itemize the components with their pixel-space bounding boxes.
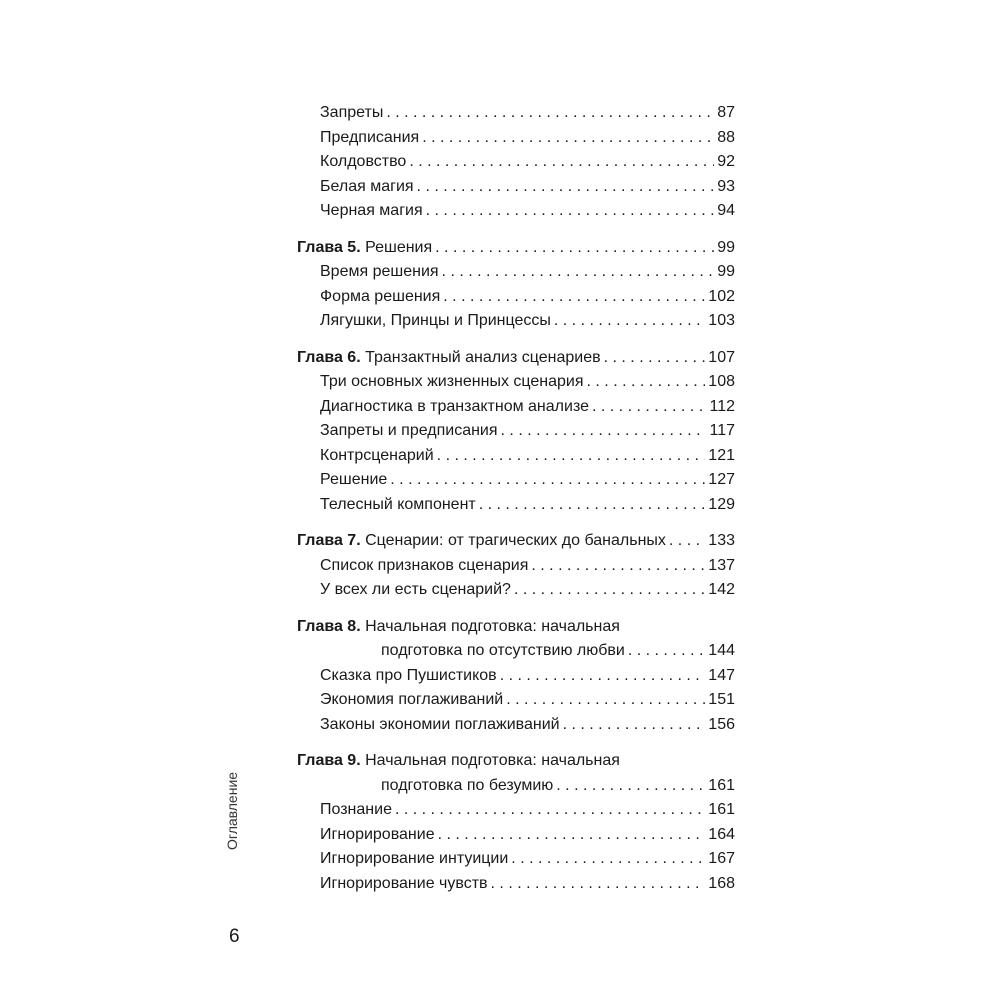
- toc-entry-page: 87: [717, 104, 735, 121]
- toc-entry-page: 129: [708, 495, 735, 513]
- chapter-title-line1: Начальная подготовка: начальная: [365, 752, 620, 769]
- toc-chapter: [297, 349, 735, 374]
- toc-entry: [297, 581, 735, 606]
- toc-entry: [297, 716, 735, 741]
- toc-entry: [297, 312, 735, 337]
- toc-chapter-title: [297, 532, 666, 550]
- toc-entry: [297, 667, 735, 692]
- toc-entry: [297, 153, 735, 178]
- table-of-contents: [297, 104, 735, 911]
- toc-entry-title: Форма решения: [320, 287, 441, 305]
- toc-chapter-line2: [297, 777, 735, 802]
- leader-dots: [438, 826, 706, 844]
- toc-entry-page: 94: [717, 202, 735, 219]
- toc-entry: [297, 826, 735, 851]
- toc-entry-title: Познание: [320, 801, 392, 818]
- leader-dots: [491, 875, 706, 893]
- toc-chapter-page: 99: [717, 238, 735, 256]
- toc-entry-title: Игнорирование интуиции: [320, 850, 509, 867]
- leader-dots: [604, 349, 706, 367]
- leader-dots: [409, 153, 714, 171]
- chapter-title: Решения: [365, 238, 433, 256]
- toc-entry: [297, 496, 735, 521]
- toc-entry-title: Колдовство: [320, 153, 407, 170]
- toc-group-ch5: [297, 239, 735, 337]
- toc-entry-page: 102: [708, 287, 735, 305]
- toc-entry-page: 167: [708, 850, 735, 867]
- toc-chapter-line2: [297, 642, 735, 667]
- toc-chapter-page: 161: [708, 776, 735, 794]
- toc-entry: [297, 129, 735, 154]
- toc-entry: [297, 263, 735, 288]
- toc-entry: [297, 875, 735, 900]
- toc-entry-title: Игнорирование чувств: [320, 874, 488, 892]
- toc-entry-page: 92: [717, 153, 735, 170]
- toc-entry-title: Запреты: [320, 104, 384, 121]
- toc-chapter-title: [297, 239, 432, 257]
- toc-entry: [297, 104, 735, 129]
- toc-entry-page: 103: [708, 312, 735, 329]
- leader-dots: [592, 398, 706, 416]
- chapter-label: Глава 6.: [297, 348, 361, 366]
- leader-dots: [511, 850, 705, 868]
- toc-entry: [297, 178, 735, 203]
- chapter-title-line2: подготовка по безумию: [381, 776, 554, 794]
- toc-entry-title: Время решения: [320, 263, 439, 280]
- toc-entry-page: 142: [708, 581, 735, 598]
- toc-entry: [297, 850, 735, 875]
- toc-chapter-line1: [297, 752, 735, 777]
- chapter-label: Глава 8.: [297, 617, 361, 635]
- toc-entry-page: 127: [708, 471, 735, 488]
- toc-chapter-page: 144: [708, 642, 735, 659]
- toc-entry: [297, 202, 735, 227]
- leader-dots: [587, 373, 706, 391]
- toc-entry-title: Решение: [320, 471, 388, 488]
- toc-entry: [297, 691, 735, 716]
- leader-dots: [500, 667, 706, 685]
- toc-entry: [297, 557, 735, 582]
- toc-chapter: [297, 239, 735, 264]
- toc-entry-page: 137: [708, 556, 735, 574]
- toc-entry-title: Список признаков сценария: [320, 556, 529, 574]
- toc-entry: [297, 447, 735, 472]
- leader-dots: [443, 288, 705, 306]
- toc-entry-title: У всех ли есть сценарий?: [320, 581, 511, 598]
- chapter-title: Сценарии: от трагических до банальных: [365, 532, 666, 549]
- toc-chapter-title: [297, 349, 601, 367]
- toc-entry-title: Игнорирование: [320, 825, 435, 843]
- leader-dots: [435, 239, 714, 257]
- toc-group-ch7: [297, 532, 735, 606]
- toc-entry-page: 147: [708, 666, 735, 684]
- toc-entry-page: 108: [708, 373, 735, 390]
- chapter-title: Транзактный анализ сценариев: [365, 348, 601, 366]
- toc-entry: [297, 422, 735, 447]
- toc-entry-title: Экономия поглаживаний: [320, 691, 504, 708]
- toc-entry-title: Запреты и предписания: [320, 422, 498, 439]
- toc-entry-page: 117: [709, 422, 735, 439]
- leader-dots: [422, 129, 714, 147]
- leader-dots: [479, 496, 706, 514]
- toc-entry-page: 88: [717, 128, 735, 146]
- toc-entry-page: 151: [708, 691, 735, 708]
- toc-entry-title: Законы экономии поглаживаний: [320, 715, 560, 733]
- chapter-label: Глава 9.: [297, 752, 361, 769]
- toc-entry-title: Лягушки, Принцы и Принцессы: [320, 312, 551, 329]
- toc-entry-page: 156: [708, 715, 735, 733]
- toc-group-ch6: [297, 349, 735, 521]
- toc-entry-title: Контрсценарий: [320, 446, 434, 464]
- toc-entry: [297, 373, 735, 398]
- toc-group-ch4-tail: [297, 104, 735, 227]
- toc-entry: [297, 471, 735, 496]
- toc-entry-page: 93: [717, 177, 735, 195]
- leader-dots: [669, 532, 705, 550]
- chapter-title-line2: подготовка по отсутствию любви: [381, 642, 625, 659]
- leader-dots: [437, 447, 706, 465]
- toc-entry-page: 164: [708, 825, 735, 843]
- toc-entry: [297, 288, 735, 313]
- leader-dots: [395, 801, 705, 819]
- toc-chapter-page: 107: [708, 348, 735, 366]
- toc-entry-page: 121: [708, 446, 735, 464]
- toc-group-ch9: [297, 752, 735, 899]
- toc-entry-page: 161: [708, 801, 735, 818]
- toc-chapter-page: 133: [708, 532, 735, 549]
- toc-entry-page: 112: [709, 397, 735, 415]
- toc-entry-title: Телесный компонент: [320, 495, 476, 513]
- toc-entry-title: Три основных жизненных сценария: [320, 373, 584, 390]
- leader-dots: [426, 202, 715, 220]
- toc-entry-title: Белая магия: [320, 177, 414, 195]
- toc-entry-title: Сказка про Пушистиков: [320, 666, 497, 684]
- toc-entry-title: Предписания: [320, 128, 420, 146]
- leader-dots: [554, 312, 705, 330]
- toc-entry-page: 99: [717, 263, 735, 280]
- toc-group-ch8: [297, 618, 735, 741]
- toc-entry-title: Черная магия: [320, 202, 423, 219]
- leader-dots: [386, 104, 714, 122]
- leader-dots: [556, 777, 705, 795]
- leader-dots: [501, 422, 707, 440]
- running-head-label: Оглавление: [224, 771, 240, 850]
- chapter-title-line1: Начальная подготовка: начальная: [365, 617, 620, 635]
- leader-dots: [506, 691, 705, 709]
- leader-dots: [514, 581, 705, 599]
- page-number: 6: [229, 926, 240, 947]
- leader-dots: [531, 557, 705, 575]
- toc-entry: [297, 801, 735, 826]
- leader-dots: [390, 471, 705, 489]
- toc-entry-page: 168: [708, 874, 735, 892]
- leader-dots: [442, 263, 715, 281]
- toc-chapter: [297, 532, 735, 557]
- chapter-label: Глава 5.: [297, 238, 361, 256]
- toc-entry-title: Диагностика в транзактном анализе: [320, 397, 589, 415]
- leader-dots: [628, 642, 705, 660]
- leader-dots: [563, 716, 706, 734]
- toc-entry: [297, 398, 735, 423]
- chapter-label: Глава 7.: [297, 532, 361, 549]
- toc-chapter-line1: [297, 618, 735, 643]
- leader-dots: [417, 178, 715, 196]
